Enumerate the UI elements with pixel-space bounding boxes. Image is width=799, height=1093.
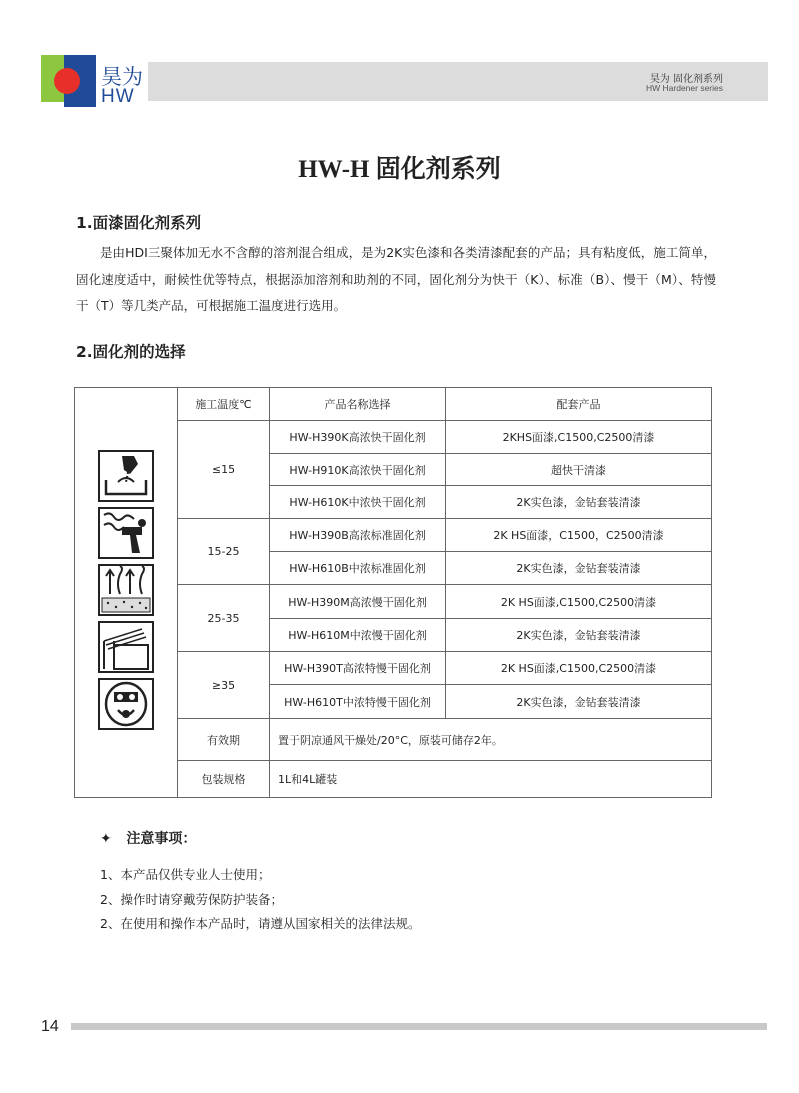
validity-label: 有效期 [178, 719, 270, 761]
match-cell: 2K实色漆，金钻套装清漆 [446, 486, 712, 519]
respirator-icon [98, 678, 154, 730]
section2-heading: 2.固化剂的选择 [76, 343, 186, 361]
header-series-cn: 昊为 固化剂系列 [649, 74, 723, 85]
match-cell: 2K HS面漆,C1500,C2500清漆 [446, 652, 712, 685]
brand-name-cn: 昊为 [101, 65, 143, 89]
match-cell: 2KHS面漆,C1500,C2500清漆 [446, 421, 712, 454]
heat-drying-icon [98, 564, 154, 616]
spray-gun-icon [98, 507, 154, 559]
temp-cell: ≤15 [178, 421, 270, 519]
section1-heading: 1.面漆固化剂系列 [76, 214, 202, 232]
packaging-label: 包装规格 [178, 761, 270, 798]
header-match: 配套产品 [446, 388, 712, 421]
dispense-icon [98, 450, 154, 502]
page-number: 14 [41, 1018, 59, 1035]
safety-icons-column [75, 388, 178, 798]
temp-cell: ≥35 [178, 652, 270, 719]
product-cell: HW-H390M高浓慢干固化剂 [270, 585, 446, 619]
header-band [148, 62, 768, 101]
sparkle-bullet-icon: ✦ [100, 831, 112, 847]
temp-cell: 15-25 [178, 519, 270, 585]
match-cell: 2K HS面漆,C1500,C2500清漆 [446, 585, 712, 619]
table-header-row [75, 388, 712, 421]
validity-value: 置于阴凉通风干燥处/20°C，原装可储存2年。 [270, 719, 712, 761]
header-temp: 施工温度℃ [178, 388, 270, 421]
header-product: 产品名称选择 [270, 388, 446, 421]
temp-cell: 25-35 [178, 585, 270, 652]
match-cell: 2K实色漆，金钻套装清漆 [446, 619, 712, 652]
note-item: 1、本产品仅供专业人士使用； [100, 867, 271, 882]
note-item: 2、操作时请穿戴劳保防护装备； [100, 892, 283, 907]
match-cell: 2K实色漆，金钻套装清漆 [446, 552, 712, 585]
product-cell: HW-H910K高浓快干固化剂 [270, 454, 446, 486]
match-cell: 2K实色漆，金钻套装清漆 [446, 685, 712, 719]
match-cell: 超快干清漆 [446, 454, 712, 486]
product-cell: HW-H610K中浓快干固化剂 [270, 486, 446, 519]
panel-stack-icon [98, 621, 154, 673]
header-series-en: HW Hardener series [646, 83, 723, 93]
product-cell: HW-H610T中浓特慢干固化剂 [270, 685, 446, 719]
product-cell: HW-H390B高浓标准固化剂 [270, 519, 446, 552]
note-item: 2、在使用和操作本产品时，请遵从国家相关的法律法规。 [100, 916, 421, 931]
notes-heading [100, 828, 196, 848]
product-cell: HW-H610B中浓标准固化剂 [270, 552, 446, 585]
footer-bar [71, 1023, 767, 1030]
product-cell: HW-H610M中浓慢干固化剂 [270, 619, 446, 652]
brand-name-en: HW [101, 86, 135, 107]
hardener-table [74, 387, 712, 798]
product-cell: HW-H390K高浓快干固化剂 [270, 421, 446, 454]
notes-title: 注意事项： [126, 831, 197, 847]
page-title: HW-H 固化剂系列 [298, 156, 501, 183]
match-cell: 2K HS面漆，C1500，C2500清漆 [446, 519, 712, 552]
product-cell: HW-H390T高浓特慢干固化剂 [270, 652, 446, 685]
logo-red-dot [54, 68, 80, 94]
section1-body: 是由HDI三聚体加无水不含醇的溶剂混合组成，是为2K实色漆和各类清漆配套的产品；具有粘度低，施工简单，固化速度适中，耐候性优等特点，根据添加溶剂和助剂的不同，固化剂分为快干（K）、标准（B）、慢干（M）、特慢干（T）等几类产品，可根据施工温度进行选用。 [76, 245, 716, 313]
packaging-value: 1L和4L罐装 [270, 761, 712, 798]
